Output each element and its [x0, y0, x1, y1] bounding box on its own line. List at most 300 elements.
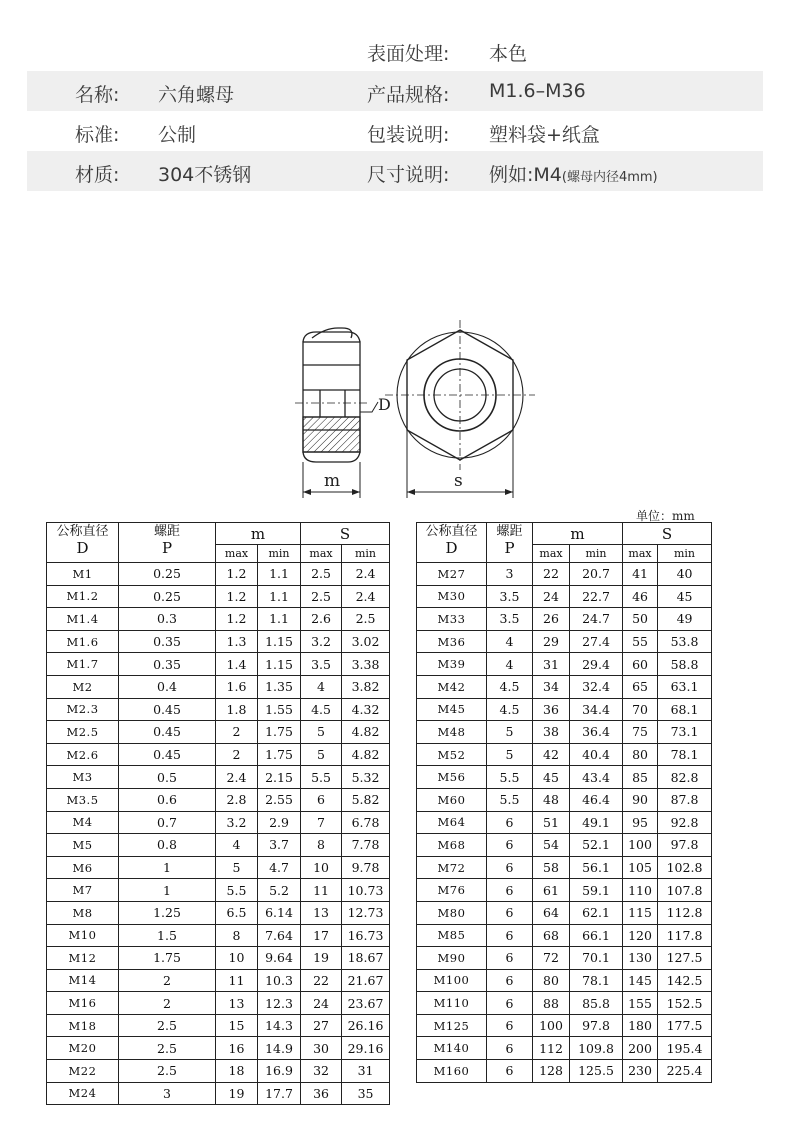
cell-pitch: 0.5 [119, 766, 216, 789]
cell-m-min: 1.1 [258, 585, 301, 608]
cell-m-max: 3.2 [216, 811, 258, 834]
cell-m-min: 125.5 [570, 1060, 623, 1083]
cell-s-max: 3.2 [301, 630, 342, 653]
cell-s-min: 10.73 [342, 879, 390, 902]
cell-s-max: 30 [301, 1037, 342, 1060]
cell-s-max: 75 [623, 721, 658, 744]
table-row [47, 811, 390, 834]
cell-pitch: 6 [487, 924, 533, 947]
cell-size: M1 [47, 563, 119, 586]
cell-s-max: 7 [301, 811, 342, 834]
table-row [417, 563, 712, 586]
cell-size: M1.7 [47, 653, 119, 676]
table-row [47, 788, 390, 811]
cell-m-min: 14.9 [258, 1037, 301, 1060]
cell-m-max: 13 [216, 992, 258, 1015]
cell-size: M6 [47, 856, 119, 879]
cell-m-max: 1.2 [216, 585, 258, 608]
cell-m-min: 1.75 [258, 743, 301, 766]
table-body [417, 523, 712, 1083]
cell-s-max: 85 [623, 766, 658, 789]
spec-value: 304不锈钢 [158, 164, 252, 186]
cell-m-max: 1.3 [216, 630, 258, 653]
header-diameter: 公称直径 D [47, 523, 119, 563]
spec-value-note: (螺母内径4mm) [561, 170, 658, 185]
cell-m-max: 29 [533, 630, 570, 653]
table-row [417, 924, 712, 947]
cell-m-min: 1.15 [258, 630, 301, 653]
table-row [417, 1014, 712, 1037]
cell-pitch: 6 [487, 811, 533, 834]
cell-m-min: 1.75 [258, 721, 301, 744]
cell-size: M76 [417, 879, 487, 902]
cell-m-max: 68 [533, 924, 570, 947]
cell-s-max: 6 [301, 788, 342, 811]
cell-size: M125 [417, 1014, 487, 1037]
spec-label: 标准: [75, 124, 120, 146]
cell-m-min: 10.3 [258, 969, 301, 992]
table-row [47, 879, 390, 902]
cell-m-max: 4 [216, 834, 258, 857]
cell-s-min: 49 [658, 608, 712, 631]
cell-size: M2.6 [47, 743, 119, 766]
cell-s-min: 7.78 [342, 834, 390, 857]
cell-pitch: 1.5 [119, 924, 216, 947]
cell-m-min: 2.9 [258, 811, 301, 834]
table-row [417, 585, 712, 608]
table-row [417, 992, 712, 1015]
cell-m-min: 52.1 [570, 834, 623, 857]
table-row [47, 947, 390, 970]
label-s: s [454, 471, 463, 491]
table-row [417, 743, 712, 766]
cell-pitch: 6 [487, 901, 533, 924]
cell-m-min: 9.64 [258, 947, 301, 970]
header-s-max: max [301, 545, 342, 563]
cell-m-min: 49.1 [570, 811, 623, 834]
cell-s-min: 3.02 [342, 630, 390, 653]
cell-pitch: 6 [487, 879, 533, 902]
cell-m-min: 1.35 [258, 675, 301, 698]
cell-pitch: 2 [119, 992, 216, 1015]
table-row [47, 924, 390, 947]
table-row [417, 630, 712, 653]
size-table-right [416, 522, 712, 1083]
cell-s-min: 9.78 [342, 856, 390, 879]
table-row [417, 834, 712, 857]
cell-m-max: 64 [533, 901, 570, 924]
spec-value: 本色 [489, 43, 528, 65]
cell-s-min: 117.8 [658, 924, 712, 947]
header-m: m [533, 523, 623, 545]
cell-s-min: 177.5 [658, 1014, 712, 1037]
cell-s-max: 4 [301, 675, 342, 698]
table-row [47, 1060, 390, 1083]
cell-pitch: 0.45 [119, 721, 216, 744]
cell-s-max: 19 [301, 947, 342, 970]
cell-size: M68 [417, 834, 487, 857]
cell-pitch: 0.8 [119, 834, 216, 857]
cell-m-max: 26 [533, 608, 570, 631]
table-row [417, 1060, 712, 1083]
cell-m-max: 112 [533, 1037, 570, 1060]
cell-s-min: 5.32 [342, 766, 390, 789]
cell-m-max: 51 [533, 811, 570, 834]
table-row [47, 1014, 390, 1037]
cell-s-min: 97.8 [658, 834, 712, 857]
cell-m-max: 16 [216, 1037, 258, 1060]
cell-size: M7 [47, 879, 119, 902]
spec-row-standard [27, 111, 763, 151]
cell-s-max: 130 [623, 947, 658, 970]
spec-row-name [27, 71, 763, 111]
cell-m-min: 22.7 [570, 585, 623, 608]
header-m-max: max [216, 545, 258, 563]
cell-m-max: 38 [533, 721, 570, 744]
table-row [417, 1037, 712, 1060]
cell-size: M100 [417, 969, 487, 992]
cell-m-min: 2.55 [258, 788, 301, 811]
spec-label: 表面处理: [367, 43, 450, 65]
cell-m-max: 24 [533, 585, 570, 608]
cell-size: M36 [417, 630, 487, 653]
table-row [417, 811, 712, 834]
cell-s-min: 112.8 [658, 901, 712, 924]
cell-size: M60 [417, 788, 487, 811]
cell-m-max: 1.8 [216, 698, 258, 721]
table-row [417, 879, 712, 902]
cell-m-max: 58 [533, 856, 570, 879]
cell-pitch: 4.5 [487, 698, 533, 721]
cell-s-max: 120 [623, 924, 658, 947]
table-row [47, 1082, 390, 1105]
cell-size: M1.2 [47, 585, 119, 608]
cell-s-max: 145 [623, 969, 658, 992]
cell-pitch: 0.25 [119, 563, 216, 586]
cell-m-min: 7.64 [258, 924, 301, 947]
cell-s-max: 5.5 [301, 766, 342, 789]
cell-m-max: 54 [533, 834, 570, 857]
header-pitch: 螺距 P [119, 523, 216, 563]
cell-s-min: 2.4 [342, 563, 390, 586]
cell-m-max: 11 [216, 969, 258, 992]
cell-pitch: 0.6 [119, 788, 216, 811]
cell-m-min: 34.4 [570, 698, 623, 721]
cell-s-min: 82.8 [658, 766, 712, 789]
cell-size: M64 [417, 811, 487, 834]
cell-m-min: 85.8 [570, 992, 623, 1015]
header-diameter: 公称直径 D [417, 523, 487, 563]
cell-s-min: 18.67 [342, 947, 390, 970]
spec-value: 公制 [158, 124, 197, 146]
cell-s-min: 58.8 [658, 653, 712, 676]
cell-m-min: 97.8 [570, 1014, 623, 1037]
cell-size: M39 [417, 653, 487, 676]
table-row [417, 969, 712, 992]
table-body [47, 523, 390, 1105]
table-row [417, 947, 712, 970]
cell-s-max: 36 [301, 1082, 342, 1105]
cell-s-min: 4.32 [342, 698, 390, 721]
spec-label: 包装说明: [367, 124, 450, 146]
cell-pitch: 0.25 [119, 585, 216, 608]
cell-pitch: 2.5 [119, 1060, 216, 1083]
cell-s-max: 50 [623, 608, 658, 631]
cell-s-max: 230 [623, 1060, 658, 1083]
cell-pitch: 6 [487, 834, 533, 857]
cell-s-min: 26.16 [342, 1014, 390, 1037]
cell-pitch: 2 [119, 969, 216, 992]
cell-s-min: 107.8 [658, 879, 712, 902]
cell-size: M22 [47, 1060, 119, 1083]
cell-s-min: 127.5 [658, 947, 712, 970]
spec-label: 名称: [75, 84, 120, 106]
header-s-max: max [623, 545, 658, 563]
cell-pitch: 5.5 [487, 766, 533, 789]
cell-m-min: 14.3 [258, 1014, 301, 1037]
cell-pitch: 1 [119, 856, 216, 879]
cell-pitch: 4.5 [487, 675, 533, 698]
cell-s-max: 180 [623, 1014, 658, 1037]
cell-s-max: 5 [301, 721, 342, 744]
cell-size: M20 [47, 1037, 119, 1060]
cell-m-min: 24.7 [570, 608, 623, 631]
cell-s-min: 21.67 [342, 969, 390, 992]
cell-s-max: 3.5 [301, 653, 342, 676]
cell-s-max: 4.5 [301, 698, 342, 721]
cell-size: M1.4 [47, 608, 119, 631]
cell-size: M56 [417, 766, 487, 789]
table-row [47, 969, 390, 992]
unit-note: 单位：mm [636, 509, 695, 523]
cell-size: M1.6 [47, 630, 119, 653]
cell-m-min: 43.4 [570, 766, 623, 789]
cell-m-min: 109.8 [570, 1037, 623, 1060]
cell-size: M110 [417, 992, 487, 1015]
cell-size: M30 [417, 585, 487, 608]
cell-size: M48 [417, 721, 487, 744]
cell-s-min: 3.38 [342, 653, 390, 676]
cell-m-max: 18 [216, 1060, 258, 1083]
cell-m-min: 1.1 [258, 563, 301, 586]
header-s: S [301, 523, 390, 545]
cell-s-max: 65 [623, 675, 658, 698]
cell-size: M33 [417, 608, 487, 631]
cell-s-min: 23.67 [342, 992, 390, 1015]
cell-s-max: 95 [623, 811, 658, 834]
table-row [417, 766, 712, 789]
cell-size: M14 [47, 969, 119, 992]
cell-s-max: 100 [623, 834, 658, 857]
cell-pitch: 1.75 [119, 947, 216, 970]
label-m: m [324, 471, 341, 491]
cell-s-max: 2.6 [301, 608, 342, 631]
table-row [417, 698, 712, 721]
cell-s-min: 45 [658, 585, 712, 608]
table-row [47, 1037, 390, 1060]
cell-m-min: 66.1 [570, 924, 623, 947]
cell-m-min: 5.2 [258, 879, 301, 902]
table-row [47, 698, 390, 721]
cell-pitch: 2.5 [119, 1037, 216, 1060]
cell-m-max: 2.8 [216, 788, 258, 811]
cell-s-min: 225.4 [658, 1060, 712, 1083]
cell-s-max: 60 [623, 653, 658, 676]
cell-m-min: 1.55 [258, 698, 301, 721]
cell-pitch: 0.35 [119, 630, 216, 653]
cell-pitch: 2.5 [119, 1014, 216, 1037]
cell-m-min: 1.1 [258, 608, 301, 631]
cell-m-min: 40.4 [570, 743, 623, 766]
cell-s-min: 53.8 [658, 630, 712, 653]
header-m-max: max [533, 545, 570, 563]
cell-pitch: 6 [487, 1037, 533, 1060]
header-m: m [216, 523, 301, 545]
cell-m-max: 1.4 [216, 653, 258, 676]
spec-value: M1.6–M36 [489, 80, 586, 102]
table-row [417, 608, 712, 631]
cell-m-max: 5 [216, 856, 258, 879]
cell-pitch: 4 [487, 653, 533, 676]
cell-m-max: 31 [533, 653, 570, 676]
cell-s-max: 115 [623, 901, 658, 924]
cell-m-max: 2.4 [216, 766, 258, 789]
table-row [47, 721, 390, 744]
table-row [47, 630, 390, 653]
table-row [47, 653, 390, 676]
cell-size: M140 [417, 1037, 487, 1060]
cell-s-min: 35 [342, 1082, 390, 1105]
cell-s-max: 110 [623, 879, 658, 902]
cell-size: M90 [417, 947, 487, 970]
cell-s-max: 5 [301, 743, 342, 766]
cell-pitch: 1 [119, 879, 216, 902]
cell-size: M42 [417, 675, 487, 698]
spec-label: 产品规格: [367, 84, 450, 106]
size-table-left [46, 522, 390, 1105]
cell-m-min: 6.14 [258, 901, 301, 924]
cell-s-min: 78.1 [658, 743, 712, 766]
cell-size: M10 [47, 924, 119, 947]
cell-size: M4 [47, 811, 119, 834]
cell-m-max: 42 [533, 743, 570, 766]
spec-row-surface [27, 30, 763, 70]
table-row [47, 834, 390, 857]
cell-s-max: 22 [301, 969, 342, 992]
table-row [417, 721, 712, 744]
cell-pitch: 3 [487, 563, 533, 586]
cell-m-max: 100 [533, 1014, 570, 1037]
table-row [47, 675, 390, 698]
cell-m-max: 5.5 [216, 879, 258, 902]
cell-m-max: 1.2 [216, 563, 258, 586]
cell-s-min: 12.73 [342, 901, 390, 924]
cell-pitch: 6 [487, 1060, 533, 1083]
cell-m-max: 19 [216, 1082, 258, 1105]
cell-size: M72 [417, 856, 487, 879]
table-row [47, 856, 390, 879]
cell-m-min: 32.4 [570, 675, 623, 698]
spec-value [489, 160, 658, 187]
cell-m-min: 29.4 [570, 653, 623, 676]
cell-size: M12 [47, 947, 119, 970]
cell-m-min: 2.15 [258, 766, 301, 789]
cell-size: M8 [47, 901, 119, 924]
cell-pitch: 5 [487, 721, 533, 744]
cell-pitch: 3.5 [487, 608, 533, 631]
cell-m-max: 2 [216, 721, 258, 744]
cell-s-min: 4.82 [342, 721, 390, 744]
cell-m-min: 1.15 [258, 653, 301, 676]
cell-m-min: 70.1 [570, 947, 623, 970]
cell-m-max: 128 [533, 1060, 570, 1083]
cell-s-max: 155 [623, 992, 658, 1015]
cell-s-max: 32 [301, 1060, 342, 1083]
cell-s-max: 8 [301, 834, 342, 857]
cell-s-max: 24 [301, 992, 342, 1015]
cell-m-min: 46.4 [570, 788, 623, 811]
cell-m-max: 1.6 [216, 675, 258, 698]
header-s-min: min [658, 545, 712, 563]
cell-m-max: 22 [533, 563, 570, 586]
cell-s-min: 68.1 [658, 698, 712, 721]
cell-s-min: 195.4 [658, 1037, 712, 1060]
cell-pitch: 6 [487, 947, 533, 970]
cell-size: M24 [47, 1082, 119, 1105]
cell-m-min: 3.7 [258, 834, 301, 857]
header-s-min: min [342, 545, 390, 563]
header-s: S [623, 523, 712, 545]
cell-s-min: 6.78 [342, 811, 390, 834]
cell-pitch: 3.5 [487, 585, 533, 608]
cell-m-max: 72 [533, 947, 570, 970]
cell-m-min: 27.4 [570, 630, 623, 653]
cell-s-min: 92.8 [658, 811, 712, 834]
cell-s-max: 46 [623, 585, 658, 608]
cell-size: M160 [417, 1060, 487, 1083]
table-row [417, 901, 712, 924]
spec-row-material [27, 151, 763, 191]
cell-m-max: 1.2 [216, 608, 258, 631]
cell-s-min: 87.8 [658, 788, 712, 811]
table-row [417, 788, 712, 811]
label-d: D [378, 395, 391, 414]
cell-s-min: 152.5 [658, 992, 712, 1015]
cell-size: M5 [47, 834, 119, 857]
cell-m-min: 20.7 [570, 563, 623, 586]
cell-size: M2 [47, 675, 119, 698]
cell-m-min: 36.4 [570, 721, 623, 744]
table-row [47, 766, 390, 789]
cell-s-min: 142.5 [658, 969, 712, 992]
cell-pitch: 5.5 [487, 788, 533, 811]
header-pitch: 螺距 P [487, 523, 533, 563]
cell-pitch: 0.3 [119, 608, 216, 631]
cell-m-max: 36 [533, 698, 570, 721]
cell-pitch: 6 [487, 992, 533, 1015]
cell-pitch: 1.25 [119, 901, 216, 924]
cell-s-max: 27 [301, 1014, 342, 1037]
cell-s-max: 80 [623, 743, 658, 766]
spec-label: 尺寸说明: [367, 164, 450, 186]
cell-s-max: 55 [623, 630, 658, 653]
cell-size: M27 [417, 563, 487, 586]
cell-s-max: 200 [623, 1037, 658, 1060]
cell-pitch: 6 [487, 856, 533, 879]
cell-pitch: 0.4 [119, 675, 216, 698]
cell-s-min: 102.8 [658, 856, 712, 879]
cell-s-min: 4.82 [342, 743, 390, 766]
